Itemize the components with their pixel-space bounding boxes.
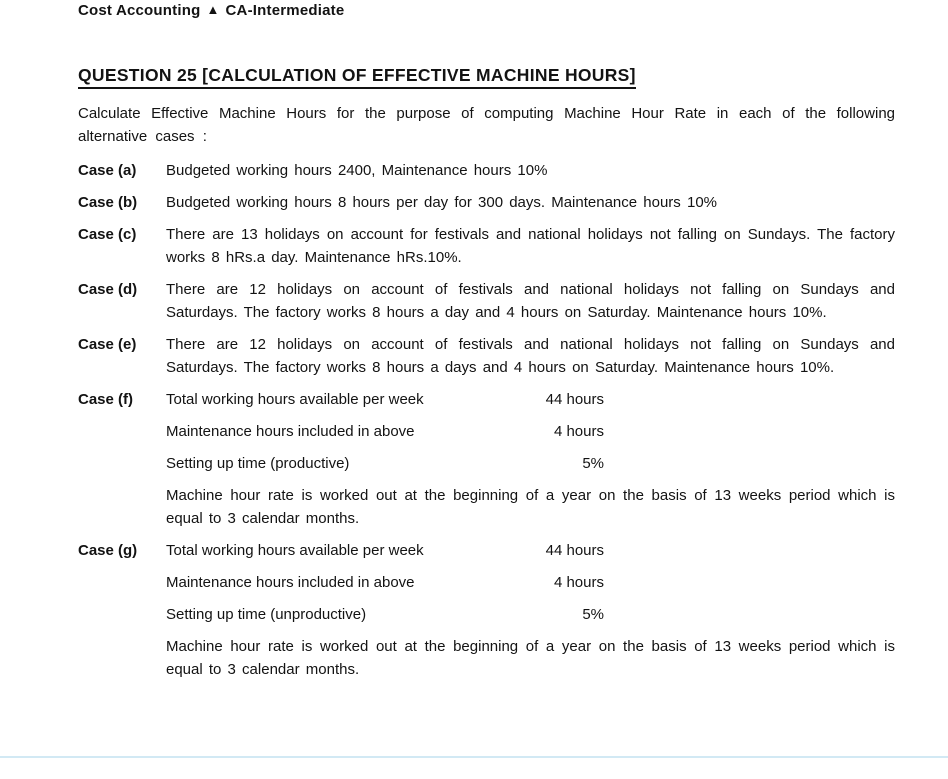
case-label: Case (d) xyxy=(78,281,138,298)
row-item-value: 44 hours xyxy=(545,391,604,408)
case-label: Case (a) xyxy=(78,162,137,179)
case-body xyxy=(166,191,895,214)
case-body xyxy=(166,223,895,269)
case-data-row xyxy=(166,452,604,475)
case-data-row xyxy=(166,603,604,626)
case-text: Budgeted working hours 2400, Maintenance hours 10% xyxy=(166,162,548,179)
row-item-label: Total working hours available per week xyxy=(166,542,424,559)
case-data-row xyxy=(166,539,604,562)
case-item-e xyxy=(78,333,895,379)
case-data-row xyxy=(166,420,604,443)
case-note: Machine hour rate is worked out at the beginning of a year on the basis of 13 weeks period which is equal to 3 calendar months. xyxy=(166,487,895,527)
case-label: Case (g) xyxy=(78,542,138,559)
row-item-value: 5% xyxy=(582,455,604,472)
case-body xyxy=(166,278,895,324)
row-item-label: Maintenance hours included in above xyxy=(166,423,415,440)
case-text: There are 12 holidays on account of festivals and national holidays not falling on Sundays and Saturdays. The factory works 8 hours a days and 4 hours on Saturday. Maintenance hours 10%. xyxy=(166,336,895,376)
page-header xyxy=(78,0,895,20)
case-label: Case (f) xyxy=(78,391,134,408)
row-item-value: 4 hours xyxy=(553,574,604,591)
row-item-value: 5% xyxy=(582,606,604,623)
row-item-label: Setting up time (unproductive) xyxy=(166,606,367,623)
course-name: Cost Accounting xyxy=(78,2,201,19)
case-item-g xyxy=(78,539,895,681)
case-body xyxy=(166,159,895,182)
row-item-label: Maintenance hours included in above xyxy=(166,574,415,591)
course-level: CA-Intermediate xyxy=(225,2,345,19)
question-title: QUESTION 25 [CALCULATION OF EFFECTIVE MACHINE HOURS] xyxy=(78,64,636,89)
triangle-icon: ▲ xyxy=(206,2,220,17)
case-label: Case (c) xyxy=(78,226,137,243)
case-item-b xyxy=(78,191,895,214)
case-data-row xyxy=(166,388,604,411)
row-item-label: Total working hours available per week xyxy=(166,391,424,408)
case-body xyxy=(166,539,895,681)
question-intro: Calculate Effective Machine Hours for the purpose of computing Machine Hour Rate in each of the following alternative cases : xyxy=(78,105,895,145)
case-item-a xyxy=(78,159,895,182)
case-item-f xyxy=(78,388,895,530)
case-text: There are 12 holidays on account of festivals and national holidays not falling on Sundays and Saturdays. The factory works 8 hours a day and 4 hours on Saturday. Maintenance hours 10%. xyxy=(166,281,895,321)
case-text: Budgeted working hours 8 hours per day for 300 days. Maintenance hours 10% xyxy=(166,194,717,211)
case-label: Case (e) xyxy=(78,336,137,353)
question-heading xyxy=(78,64,895,89)
row-item-value: 4 hours xyxy=(553,423,604,440)
case-item-c xyxy=(78,223,895,269)
row-item-value: 44 hours xyxy=(545,542,604,559)
cases-list xyxy=(78,159,895,681)
row-item-label: Setting up time (productive) xyxy=(166,455,350,472)
case-body xyxy=(166,388,895,530)
case-text: There are 13 holidays on account for festivals and national holidays not falling on Sundays. The factory works 8 hRs.a day. Maintenance hRs.10%. xyxy=(166,226,895,266)
bottom-divider xyxy=(0,756,948,758)
case-item-d xyxy=(78,278,895,324)
case-data-row xyxy=(166,571,604,594)
case-note: Machine hour rate is worked out at the beginning of a year on the basis of 13 weeks period which is equal to 3 calendar months. xyxy=(166,638,895,678)
case-label: Case (b) xyxy=(78,194,138,211)
case-body xyxy=(166,333,895,379)
